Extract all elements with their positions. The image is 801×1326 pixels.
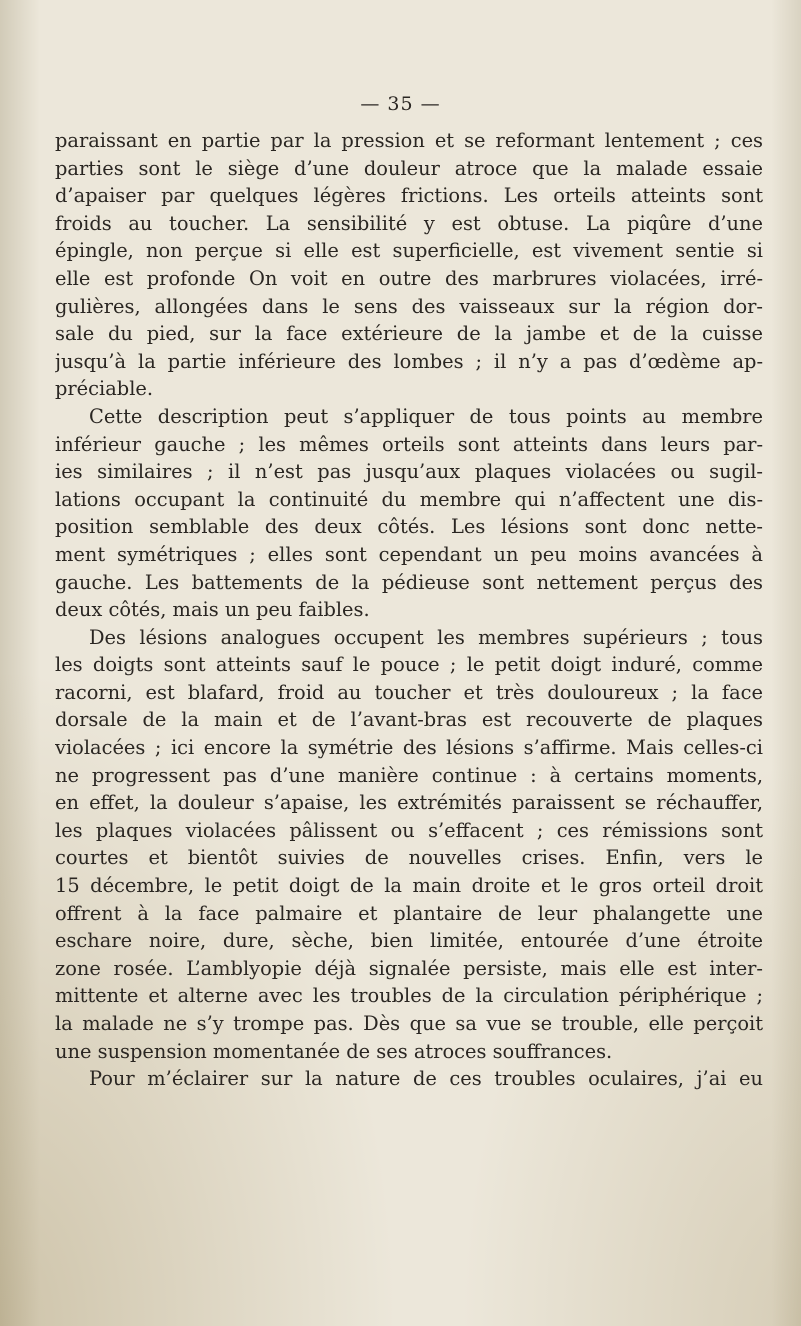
text-line: sale du pied, sur la face extérieure de la jambe et de la cuisse bbox=[55, 322, 763, 346]
text-line: inférieur gauche ; les mêmes orteils sont atteints dans leurs par- bbox=[55, 432, 763, 456]
text-line: ne progressent pas d’une manière continue : à certains moments, bbox=[55, 763, 763, 787]
text-line: ment symétriques ; elles sont cependant un peu moins avancées à bbox=[55, 542, 763, 566]
text-line: gulières, allongées dans le sens des vaisseaux sur la région dor- bbox=[55, 294, 763, 318]
text-line: zone rosée. L’amblyopie déjà signalée persiste, mais elle est inter- bbox=[55, 956, 763, 980]
text-line: jusqu’à la partie inférieure des lombes ; il n’y a pas d’œdème ap- bbox=[55, 349, 763, 373]
text-line: les plaques violacées pâlissent ou s’effacent ; ces rémissions sont bbox=[55, 818, 763, 842]
text-line: Des lésions analogues occupent les membres supérieurs ; tous bbox=[89, 625, 763, 649]
text-line: racorni, est blafard, froid au toucher et très douloureux ; la face bbox=[55, 680, 763, 704]
text-line: préciable. bbox=[55, 377, 154, 401]
text-line: position semblable des deux côtés. Les lésions sont donc nette- bbox=[55, 515, 763, 539]
text-line: eschare noire, dure, sèche, bien limitée, entourée d’une étroite bbox=[55, 929, 763, 953]
text-line: froids au toucher. La sensibilité y est obtuse. La piqûre d’une bbox=[55, 211, 763, 235]
body-text bbox=[55, 127, 763, 1093]
text-line: une suspension momentanée de ses atroces souffrances. bbox=[55, 1039, 613, 1063]
text-line: 15 décembre, le petit doigt de la main droite et le gros orteil droit bbox=[55, 874, 763, 898]
text-line: violacées ; ici encore la symétrie des lésions s’affirme. Mais celles-ci bbox=[55, 736, 763, 760]
text-line: Pour m’éclairer sur la nature de ces troubles oculaires, j’ai eu bbox=[89, 1067, 763, 1091]
text-line: parties sont le siège d’une douleur atroce que la malade essaie bbox=[55, 156, 763, 180]
text-line: offrent à la face palmaire et plantaire de leur phalangette une bbox=[55, 901, 763, 925]
text-line: gauche. Les battements de la pédieuse sont nettement perçus des bbox=[55, 570, 763, 594]
text-line: deux côtés, mais un peu faibles. bbox=[55, 598, 370, 622]
text-line: elle est profonde On voit en outre des marbrures violacées, irré- bbox=[55, 266, 763, 290]
text-line: paraissant en partie par la pression et se reformant lentement ; ces bbox=[55, 129, 763, 152]
text-line: ies similaires ; il n’est pas jusqu’aux plaques violacées ou sugil- bbox=[55, 460, 763, 484]
text-line: Cette description peut s’appliquer de tous points au membre bbox=[89, 404, 763, 428]
text-line: épingle, non perçue si elle est superficielle, est vivement sentie si bbox=[55, 239, 763, 263]
text-line: les doigts sont atteints sauf le pouce ; le petit doigt induré, comme bbox=[55, 653, 763, 677]
text-line: courtes et bientôt suivies de nouvelles crises. Enfin, vers le bbox=[55, 846, 763, 870]
text-line: en effet, la douleur s’apaise, les extrémités paraissent se réchauffer, bbox=[55, 791, 763, 815]
text-line: dorsale de la main et de l’avant-bras est recouverte de plaques bbox=[55, 708, 763, 732]
text-line: mittente et alterne avec les troubles de la circulation périphérique ; bbox=[55, 984, 763, 1008]
page-number: — 35 — bbox=[360, 93, 441, 115]
text-line: lations occupant la continuité du membre qui n’affectent une dis- bbox=[55, 487, 763, 511]
text-line: d’apaiser par quelques légères frictions. Les orteils atteints sont bbox=[55, 184, 763, 208]
text-line: la malade ne s’y trompe pas. Dès que sa vue se trouble, elle perçoit bbox=[55, 1012, 763, 1035]
